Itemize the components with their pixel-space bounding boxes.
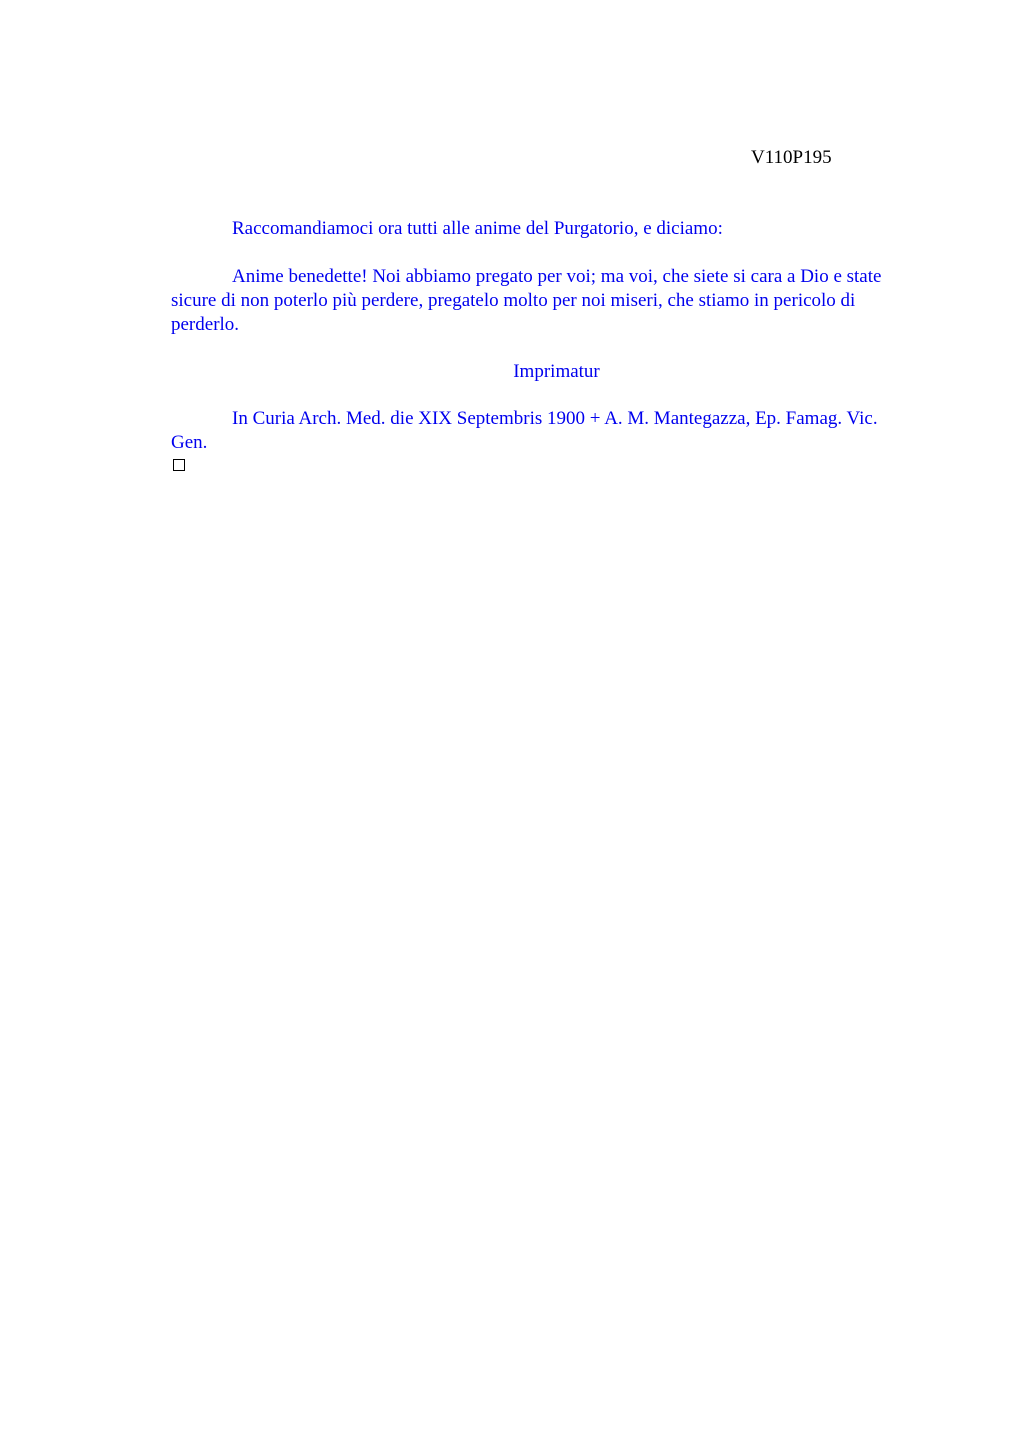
checkbox[interactable] [173, 459, 185, 471]
paragraph-prayer [171, 265, 898, 337]
paragraph-text: Anime benedette! Noi abbiamo pregato per voi; ma voi, che siete si cara a Dio e state sicure di non poterlo più perdere, pregatelo molto per noi miseri, che stiamo in pericolo di perderlo. [171, 266, 882, 335]
page-reference: V110P195 [751, 147, 832, 168]
heading-text: Imprimatur [513, 361, 600, 382]
paragraph-text: In Curia Arch. Med. die XIX Septembris 1900 + A. M. Mantegazza, Ep. Famag. Vic. Gen. [171, 408, 878, 453]
paragraph-imprimatur-details [171, 407, 898, 455]
paragraph-recommendation [171, 217, 898, 241]
imprimatur-heading [171, 360, 898, 384]
paragraph-text: Raccomandiamoci ora tutti alle anime del Purgatorio, e diciamo: [232, 218, 723, 239]
